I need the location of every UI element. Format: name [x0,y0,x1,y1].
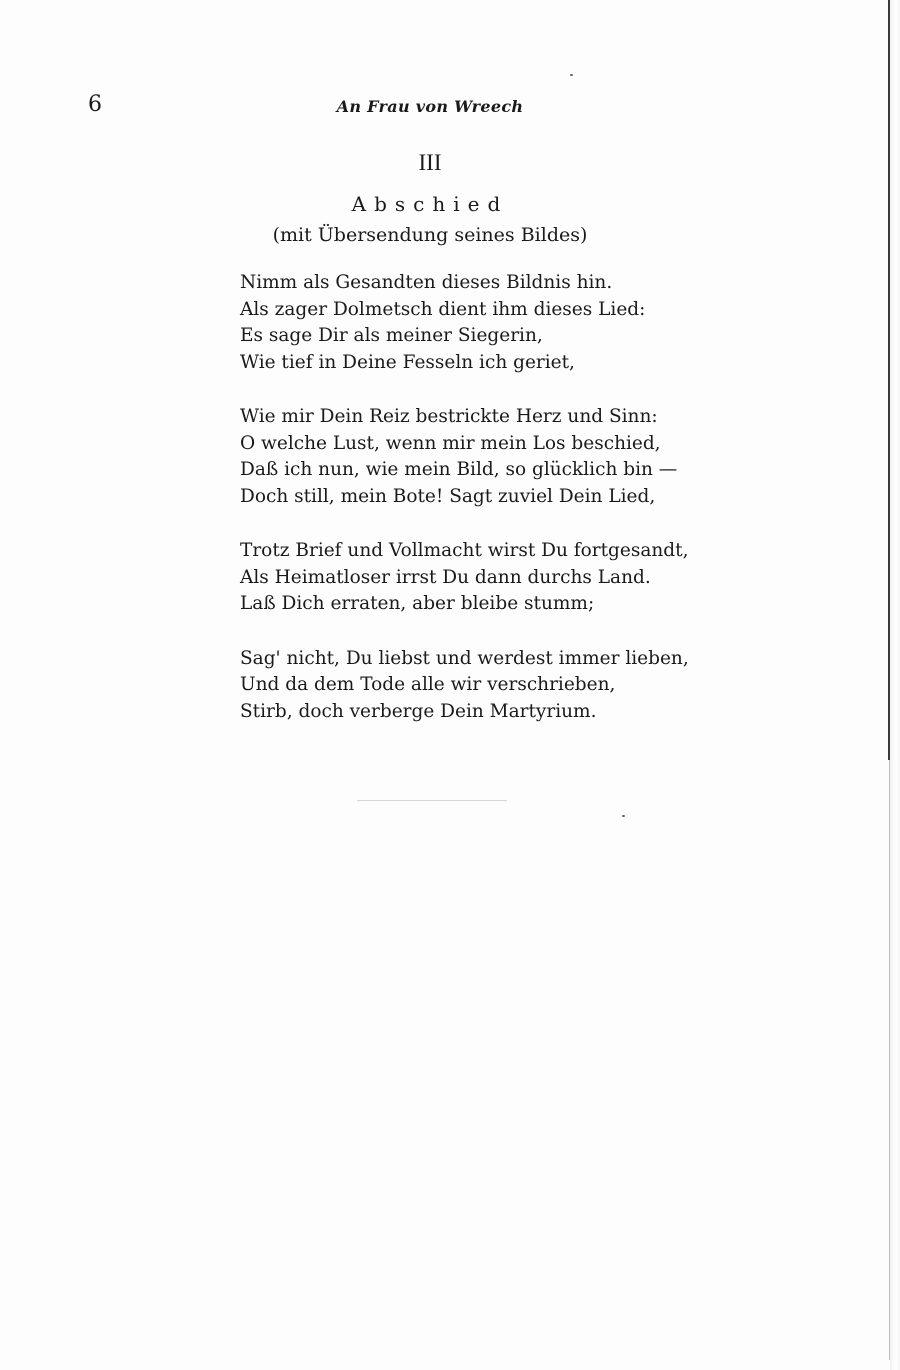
paper-speck [622,815,625,817]
page-edge-line [889,760,890,1360]
page-edge-line [888,0,890,760]
poem-body [240,270,700,753]
running-head: An Frau von Wreech [336,97,524,116]
poem-line: Als zager Dolmetsch dient ihm dieses Lied: [240,298,646,320]
poem-line: Sag' nicht, Du liebst und werdest immer lieben, [240,647,689,669]
paper-speck [570,74,573,76]
poem-line: Nimm als Gesandten dieses Bildnis hin. [240,272,613,293]
stanza-3 [240,538,700,618]
poem-subtitle: (mit Übersendung seines Bildes) [272,224,588,246]
poem-line: Es sage Dir als meiner Siegerin, [240,325,543,346]
poem-title: Abschied [351,192,509,216]
stanza-4 [240,646,700,726]
poem-line: Daß ich nun, wie mein Bild, so glücklich bin — [240,459,678,480]
poem-line: Doch still, mein Bote! Sagt zuviel Dein Lied, [240,485,656,507]
page-number: 6 [88,92,102,117]
poem-line: Als Heimatloser irrst Du dann durchs Land. [240,566,651,588]
poem-line: Laß Dich erraten, aber bleibe stumm; [240,593,595,614]
poem-line: Und da dem Tode alle wir verschrieben, [240,674,616,695]
poem-line: O welche Lust, wenn mir mein Los beschied, [240,432,661,454]
poem-line: Stirb, doch verberge Dein Martyrium. [240,700,597,722]
divider-rule [357,800,507,801]
poem-line: Trotz Brief und Vollmacht wirst Du fortgesandt, [240,540,689,561]
page-edge [890,0,900,1370]
stanza-2 [240,404,700,510]
poem-line: Wie mir Dein Reiz bestrickte Herz und Sinn: [240,406,658,427]
poem-number: III [418,150,442,175]
stanza-1 [240,270,700,376]
poem-line: Wie tief in Deine Fesseln ich geriet, [240,351,575,373]
